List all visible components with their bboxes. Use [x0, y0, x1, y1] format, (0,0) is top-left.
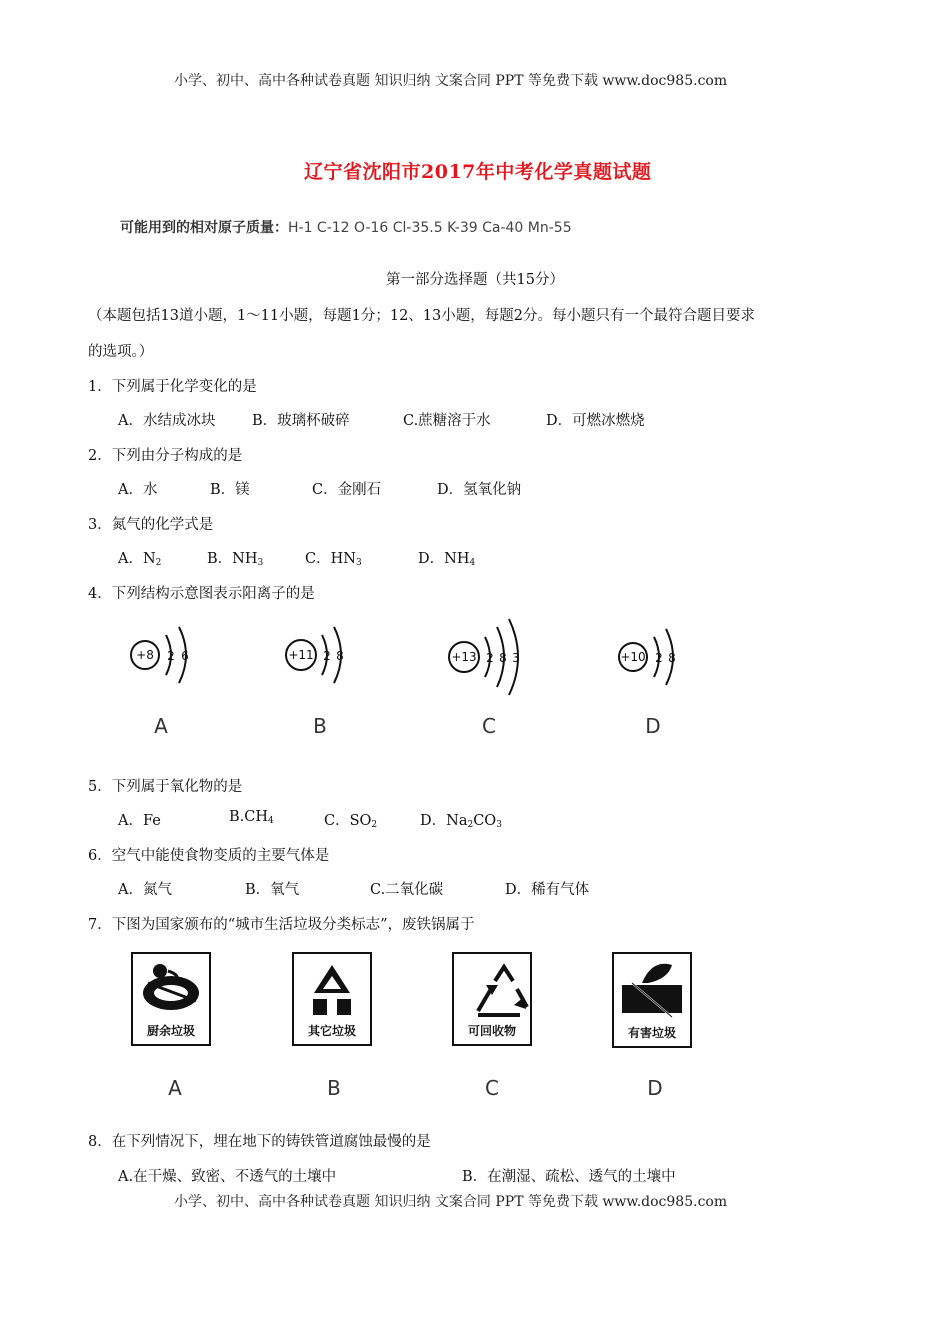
- question-5-option-d: D．$Na_2CO_3$: [420, 813, 502, 830]
- shell-b-1-count: 2: [323, 649, 331, 663]
- question-5-option-c: C．$SO_2$: [324, 813, 378, 830]
- diagram-label-d: D: [645, 714, 661, 738]
- question-1-option-d: D．可燃冰燃烧: [546, 413, 645, 429]
- question-8-stem: 8．在下列情况下，埋在地下的铸铁管道腐蚀最慢的是: [88, 1134, 431, 1150]
- question-7-stem: 7．下图为国家颁布的“城市生活垃圾分类标志”，废铁锅属于: [88, 917, 475, 933]
- atomic-mass-values: H-1 C-12 O-16 Cl-35.5 K-39 Ca-40 Mn-55: [288, 220, 572, 236]
- question-6-option-b: B．氧气: [245, 882, 300, 898]
- hazardous-waste-icon: [622, 964, 682, 1017]
- diagram-label-c: C: [482, 714, 496, 738]
- question-8-option-b: B．在潮湿、疏松、透气的土壤中: [462, 1169, 676, 1185]
- food-waste-icon: [143, 964, 199, 1010]
- question-3-option-a: A．$N_2$: [118, 551, 162, 568]
- shell-d-2-count: 8: [668, 651, 676, 665]
- question-3-option-b: B．$NH_3$: [207, 551, 264, 568]
- other-waste-icon: [313, 965, 351, 1015]
- atomic-mass-label: 可能用到的相对原子质量：: [120, 220, 288, 236]
- sign-label-a: A: [168, 1076, 182, 1100]
- page-title: 辽宁省沈阳市2017年中考化学真题试题: [304, 161, 652, 183]
- question-6-stem: 6．空气中能使食物变质的主要气体是: [88, 848, 330, 864]
- question-6-option-d: D．稀有气体: [505, 882, 590, 898]
- nucleus-a-charge: +8: [136, 648, 154, 662]
- diagram-label-a: A: [154, 714, 168, 738]
- question-3-option-c: C．$HN_3$: [305, 551, 362, 568]
- question-1-stem: 1．下列属于化学变化的是: [88, 379, 257, 395]
- nucleus-c-charge: +13: [451, 650, 477, 664]
- sign-label-d: D: [647, 1076, 663, 1100]
- shell-d-1-count: 2: [655, 651, 663, 665]
- recycle-icon: [478, 967, 527, 1015]
- diagram-label-b: B: [313, 714, 327, 738]
- shell-c-2-count: 8: [499, 651, 507, 665]
- question-2-stem: 2．下列由分子构成的是: [88, 448, 243, 464]
- nucleus-d-charge: +10: [620, 650, 646, 664]
- question-5-stem: 5．下列属于氧化物的是: [88, 779, 243, 795]
- atom-structure-diagrams: [0, 610, 950, 750]
- question-1-option-a: A．水结成冰块: [118, 413, 216, 429]
- shell-c-3-count: 3: [512, 651, 520, 665]
- sign-text-c: 可回收物: [467, 1024, 517, 1038]
- question-8-option-a: A.在干燥、致密、不透气的土壤中: [118, 1169, 337, 1185]
- section-note-line1: （本题包括13道小题，1～11小题，每题1分；12、13小题，每题2分。每小题只有一个最符合题目要求: [88, 308, 755, 324]
- atomic-mass-line: [120, 217, 572, 237]
- sign-text-a: 厨余垃圾: [146, 1024, 196, 1038]
- waste-sorting-signs: [0, 945, 950, 1105]
- question-1-option-b: B．玻璃杯破碎: [252, 413, 350, 429]
- sign-label-b: B: [327, 1076, 341, 1100]
- question-3-stem: 3．氮气的化学式是: [88, 517, 214, 533]
- sign-text-d: 有害垃圾: [627, 1026, 677, 1040]
- section-note-line2: 的选项。）: [88, 344, 154, 360]
- question-3-option-d: D．$NH_4$: [418, 551, 476, 568]
- page-footer: 小学、初中、高中各种试卷真题 知识归纳 文案合同 PPT 等免费下载 www.doc985.com: [174, 1194, 728, 1210]
- question-2-option-d: D．氢氧化钠: [437, 482, 522, 498]
- question-2-option-a: A．水: [118, 482, 158, 498]
- question-4-stem: 4．下列结构示意图表示阳离子的是: [88, 586, 315, 602]
- nucleus-b-charge: +11: [288, 648, 314, 662]
- question-6-option-c: C.二氧化碳: [370, 882, 444, 898]
- question-2-option-b: B．镁: [210, 482, 250, 498]
- question-5-option-b: $B.CH_4$: [229, 809, 274, 826]
- shell-a-1-count: 2: [167, 649, 175, 663]
- question-5-option-a: A．Fe: [118, 813, 161, 829]
- sign-text-b: 其它垃圾: [307, 1024, 357, 1038]
- question-1-option-c: C.蔗糖溶于水: [403, 413, 491, 429]
- page-header: 小学、初中、高中各种试卷真题 知识归纳 文案合同 PPT 等免费下载 www.doc985.com: [174, 73, 728, 89]
- section-title: 第一部分选择题（共15分）: [386, 272, 564, 288]
- question-2-option-c: C．金刚石: [312, 482, 382, 498]
- sign-label-c: C: [485, 1076, 499, 1100]
- shell-a-2-count: 6: [181, 649, 189, 663]
- question-6-option-a: A．氮气: [118, 882, 172, 898]
- shell-c-1-count: 2: [486, 651, 494, 665]
- shell-b-2-count: 8: [336, 649, 344, 663]
